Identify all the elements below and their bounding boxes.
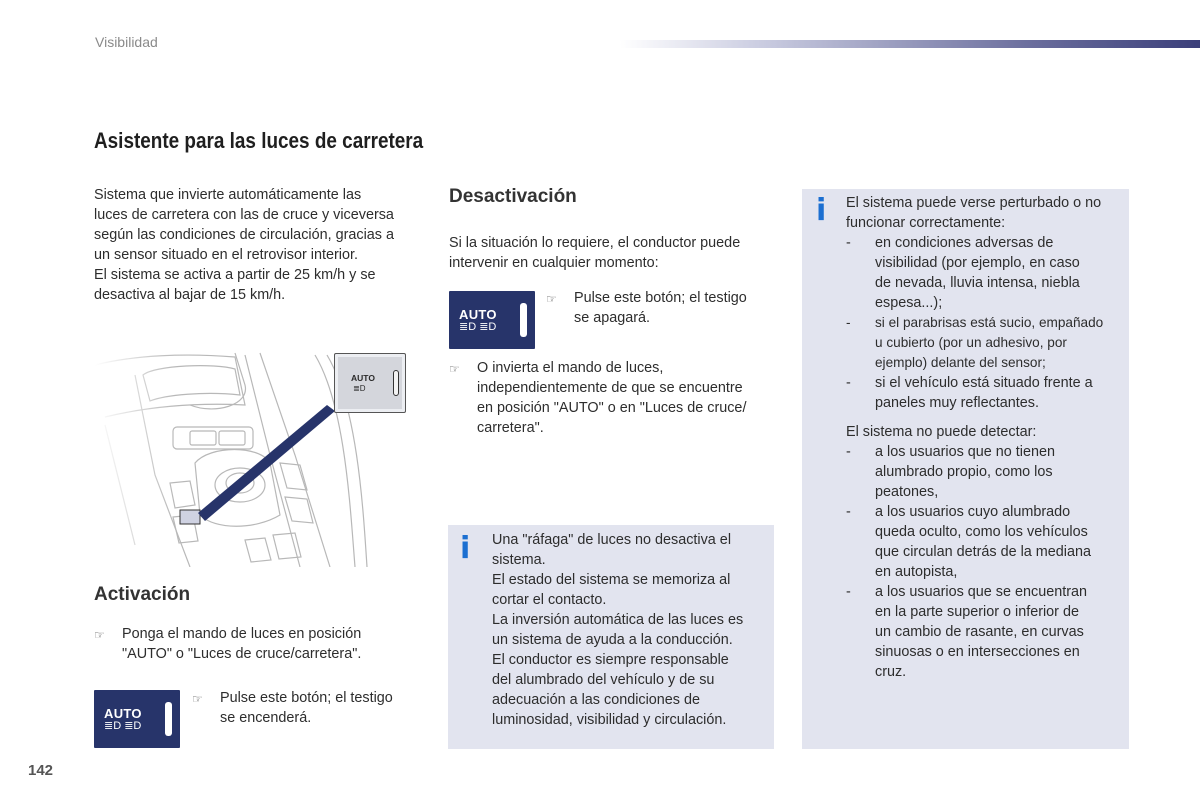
headlamp-icon: ≣D [353,384,366,393]
info-middle-line: Una "ráfaga" de luces no desactiva el [492,532,732,548]
info-right-condition [846,233,1126,313]
auto-button-label: AUTO [459,306,497,322]
info-middle-text [492,530,767,730]
info-right-intro-line: El sistema puede verse perturbado o no [846,195,1102,211]
undetected-line: un cambio de rasante, en curvas [875,624,1084,640]
dash-marker: - [846,584,851,600]
auto-button-label: AUTO [104,705,142,721]
info-middle-line: cortar el contacto. [492,592,607,608]
activation-step-1-line: "AUTO" o "Luces de cruce/carretera". [122,646,362,662]
info-right-undetected [846,502,1126,582]
activation-step-2-line: Pulse este botón; el testigo [220,690,393,706]
deactivation-step-2-line: independientemente de que se encuentre [477,380,743,396]
header-gradient-bar [620,40,1200,48]
deactivation-step-1-line: se apagará. [574,310,651,326]
activation-step-1-line: Ponga el mando de luces en posición [122,626,362,642]
pointing-hand-icon: ☞ [192,692,203,706]
info-right-condition [846,313,1126,373]
undetected-line: peatones, [875,484,939,500]
deactivation-step-2-line: carretera". [477,420,544,436]
info-middle-line: El estado del sistema se memoriza al [492,572,731,588]
info-middle-line: El conductor es siempre responsable [492,652,729,668]
console-auto-button [180,510,200,524]
section-label: Visibilidad [95,34,158,50]
condition-line: si el vehículo está situado frente a [875,375,1093,391]
activation-step-2 [192,688,422,728]
undetected-line: que circulan detrás de la mediana [875,544,1091,560]
deactivation-step-1 [546,288,776,328]
dash-marker: - [846,504,851,520]
deactivation-intro-line: intervenir en cualquier momento: [449,255,659,271]
intro-line: según las condiciones de circulación, gracias a [94,227,394,243]
info-right-intro-line: funcionar correctamente: [846,215,1006,231]
indicator-lamp-icon [393,370,399,396]
deactivation-heading: Desactivación [449,186,577,207]
pointing-hand-icon: ☞ [94,628,105,642]
condition-line: u cubierto (por un adhesivo, por [875,335,1067,350]
undetected-line: sinuosas o en intersecciones en [875,644,1080,660]
detect-intro: El sistema no puede detectar: [846,424,1037,440]
undetected-line: queda oculto, como los vehículos [875,524,1088,540]
info-box-right [802,189,1129,749]
condition-line: en condiciones adversas de [875,235,1054,251]
deactivation-step-1-line: Pulse este botón; el testigo [574,290,747,306]
activation-heading: Activación [94,584,191,605]
headlamp-icon: ≣D ≣D [104,719,142,732]
undetected-line: a los usuarios cuyo alumbrado [875,504,1071,520]
dash-marker: - [846,315,851,330]
page-number: 142 [28,762,54,779]
info-middle-line: del alumbrado del vehículo y de su [492,672,715,688]
zoom-auto-label: AUTO [351,373,375,383]
condition-line: espesa...); [875,295,943,311]
intro-line: luces de carretera con las de cruce y viceversa [94,207,394,223]
pointing-hand-icon: ☞ [449,362,460,376]
activation-step-2-line: se encenderá. [220,710,312,726]
auto-button-activation [94,690,180,748]
headlamp-icon: ≣D ≣D [459,320,497,333]
info-middle-line: un sistema de ayuda a la conducción. [492,632,733,648]
condition-line: ejemplo) delante del sensor; [875,355,1046,370]
info-icon: i [816,193,827,228]
intro-paragraph [94,185,424,305]
deactivation-intro [449,233,779,273]
undetected-line: en la parte superior o inferior de [875,604,1079,620]
pointing-hand-icon: ☞ [546,292,557,306]
deactivation-step-2 [449,358,779,438]
indicator-lamp-icon [520,303,527,337]
page-title: Asistente para las luces de carretera [94,128,424,153]
deactivation-step-2-line: en posición "AUTO" o en "Luces de cruce/ [477,400,747,416]
info-right-condition [846,373,1126,413]
dash-marker: - [846,235,851,251]
undetected-line: a los usuarios que se encuentran [875,584,1088,600]
deactivation-intro-line: Si la situación lo requiere, el conductor puede [449,235,741,251]
undetected-line: cruz. [875,664,907,680]
intro-line: un sensor situado en el retrovisor interior. [94,247,358,263]
undetected-line: en autopista, [875,564,958,580]
deactivation-step-2-line: O invierta el mando de luces, [477,360,664,376]
info-middle-line: adecuación a las condiciones de [492,692,701,708]
info-right-text [846,193,1126,682]
intro-line: desactiva al bajar de 15 km/h. [94,287,286,303]
undetected-line: alumbrado propio, como los [875,464,1053,480]
auto-button-deactivation [449,291,535,349]
condition-line: visibilidad (por ejemplo, en caso [875,255,1080,271]
info-right-undetected [846,582,1126,682]
info-middle-line: sistema. [492,552,546,568]
illustration-auto-button-zoom [334,353,406,413]
activation-step-1 [94,624,414,664]
condition-line: de nevada, lluvia intensa, niebla [875,275,1080,291]
info-middle-line: La inversión automática de las luces es [492,612,744,628]
info-box-middle [448,525,774,749]
console-illustration [95,345,415,567]
intro-line: El sistema se activa a partir de 25 km/h y se [94,267,376,283]
condition-line: paneles muy reflectantes. [875,395,1039,411]
dash-marker: - [846,444,851,460]
intro-line: Sistema que invierte automáticamente las [94,187,362,203]
dash-marker: - [846,375,851,391]
info-middle-line: luminosidad, visibilidad y circulación. [492,712,727,728]
info-right-undetected [846,442,1126,502]
indicator-lamp-icon [165,702,172,736]
condition-line: si el parabrisas está sucio, empañado [875,315,1104,330]
info-icon: i [460,531,471,566]
undetected-line: a los usuarios que no tienen [875,444,1056,460]
